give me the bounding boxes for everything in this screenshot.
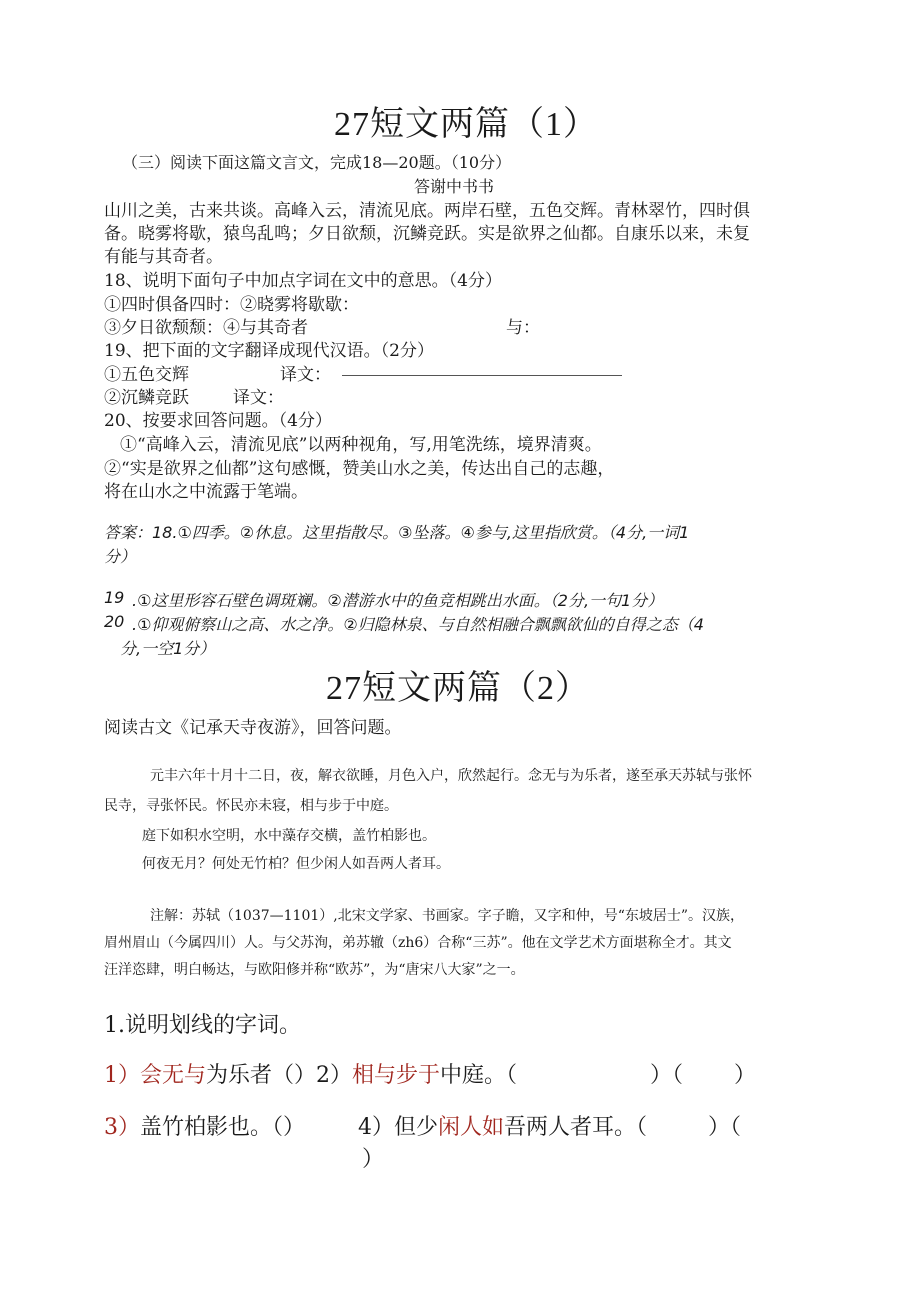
passage-line: 山川之美，古来共谈。高峰入云，清流见底。两岸石壁，五色交辉。青林翠竹，四时俱 — [104, 201, 750, 221]
question-19: 19、把下面的文字翻译成现代汉语。（2分） — [104, 341, 434, 361]
q1-row-2 — [104, 1110, 305, 1141]
question-18-line-2: ③夕日欲颓颓：④与其奇者 — [104, 318, 308, 338]
question-18: 18、说明下面句子中加点字词在文中的意思。（4分） — [104, 271, 502, 291]
answer-20-cont: 分,一空1分） — [120, 639, 216, 658]
answer-20: .①仰观俯察山之高、水之净。②归隐林泉、与自然相融合飘飘欲仙的自得之态（4 — [132, 615, 704, 634]
answer-18: 答案：18.①四季。②休息。这里指散尽。③坠落。④参与,这里指欣赏。（4分,一词1 — [104, 523, 690, 542]
instruction-1: （三）阅读下面这篇文言文，完成18—20题。（10分） — [122, 153, 512, 172]
answer-blank-line[interactable] — [342, 355, 622, 376]
passage-line: 庭下如积水空明，水中藻存交横，盖竹柏影也。 — [142, 828, 436, 844]
item-number: 4）但少 — [358, 1115, 438, 1140]
question-18-blank-label: 与： — [506, 318, 540, 338]
question-18-line-1: ①四时俱备四时：②晓雾将歇歇： — [104, 295, 359, 315]
underlined-phrase: 会无与 — [140, 1063, 207, 1088]
q1-row-2b — [358, 1110, 647, 1141]
item-number: 3） — [104, 1115, 140, 1140]
passage-line: 备。晓雾将歇，猿鸟乱鸣；夕日欲颓，沉鳞竞跃。实是欲界之仙都。自康乐以来，未复 — [104, 224, 750, 244]
answer-paren[interactable]: ） — [362, 1147, 385, 1172]
question-20-line-3: 将在山水之中流露于笔端。 — [104, 482, 308, 502]
answer-19: .①这里形容石壁色调斑斓。②潜游水中的鱼竞相跳出水面。（2分,一句1分） — [132, 591, 664, 610]
translation-label-b: 译文： — [233, 388, 284, 408]
item-text: 吾两人者耳。（ — [504, 1115, 648, 1140]
passage-line: 民寺，寻张怀民。怀民亦未寝，相与步于中庭。 — [104, 798, 398, 814]
answer-18-cont: 分） — [104, 547, 137, 566]
note-line: 注解：苏轼（1037—1101）,北宋文学家、书画家。字子瞻，又字和仲，号“东坡居士”。汉族， — [150, 908, 745, 924]
underlined-phrase: 相与步于 — [352, 1063, 441, 1088]
passage-line: 元丰六年十月十二日，夜，解衣欲睡，月色入户，欣然起行。念无与为乐者，遂至承天苏轼与张怀 — [150, 768, 752, 784]
instruction-2: 阅读古文《记承天寺夜游》，回答问题。 — [104, 718, 402, 738]
item-number: 2） — [316, 1063, 353, 1088]
translation-label-a: 译文： — [280, 365, 331, 385]
item-text: 为乐者（） — [206, 1063, 317, 1088]
answer-paren[interactable]: ）（ — [650, 1063, 684, 1088]
note-line: 眉州眉山（今属四川）人。与父苏洵，弟苏辙（zh6）合称“三苏”。他在文学艺术方面堪称全才。其文 — [104, 935, 732, 951]
q1-row-1 — [104, 1058, 517, 1089]
question-19-item-a: ①五色交辉 — [104, 365, 189, 385]
underlined-phrase: 闲人如 — [438, 1115, 505, 1140]
question-20-line-1: ①“高峰入云，清流见底”以两种视角，写,用笔洗练，境界清爽。 — [120, 435, 602, 455]
question-19-item-b: ②沉鳞竞跃 — [104, 388, 189, 408]
passage-subtitle: 答谢中书书 — [414, 177, 495, 196]
answer-paren[interactable]: ） — [734, 1063, 757, 1088]
answer-20-number: 20 — [104, 612, 125, 631]
question-20: 20、按要求回答问题。（4分） — [104, 411, 332, 431]
item-number: 1） — [104, 1063, 140, 1088]
note-line: 汪洋恣肆，明白畅达，与欧阳修并称“欧苏”，为“唐宋八大家”之一。 — [104, 962, 525, 978]
question-20-line-2: ②“实是欲界之仙都”这句感慨，赞美山水之美，传达出自己的志趣， — [104, 459, 615, 479]
question-1: 1.说明划线的字词。 — [104, 1013, 301, 1038]
item-text: 中庭。（ — [440, 1063, 518, 1088]
page-title-2: 27短文两篇（2） — [326, 670, 590, 707]
passage-line: 何夜无月？何处无竹柏？但少闲人如吾两人者耳。 — [142, 856, 450, 872]
answer-19-number: 19 — [104, 588, 125, 607]
page-title-1: 27短文两篇（1） — [334, 106, 598, 143]
item-text: 盖竹柏影也。（） — [140, 1115, 306, 1140]
answer-paren[interactable]: ）（ — [708, 1115, 742, 1140]
passage-line: 有能与其奇者。 — [104, 247, 223, 267]
